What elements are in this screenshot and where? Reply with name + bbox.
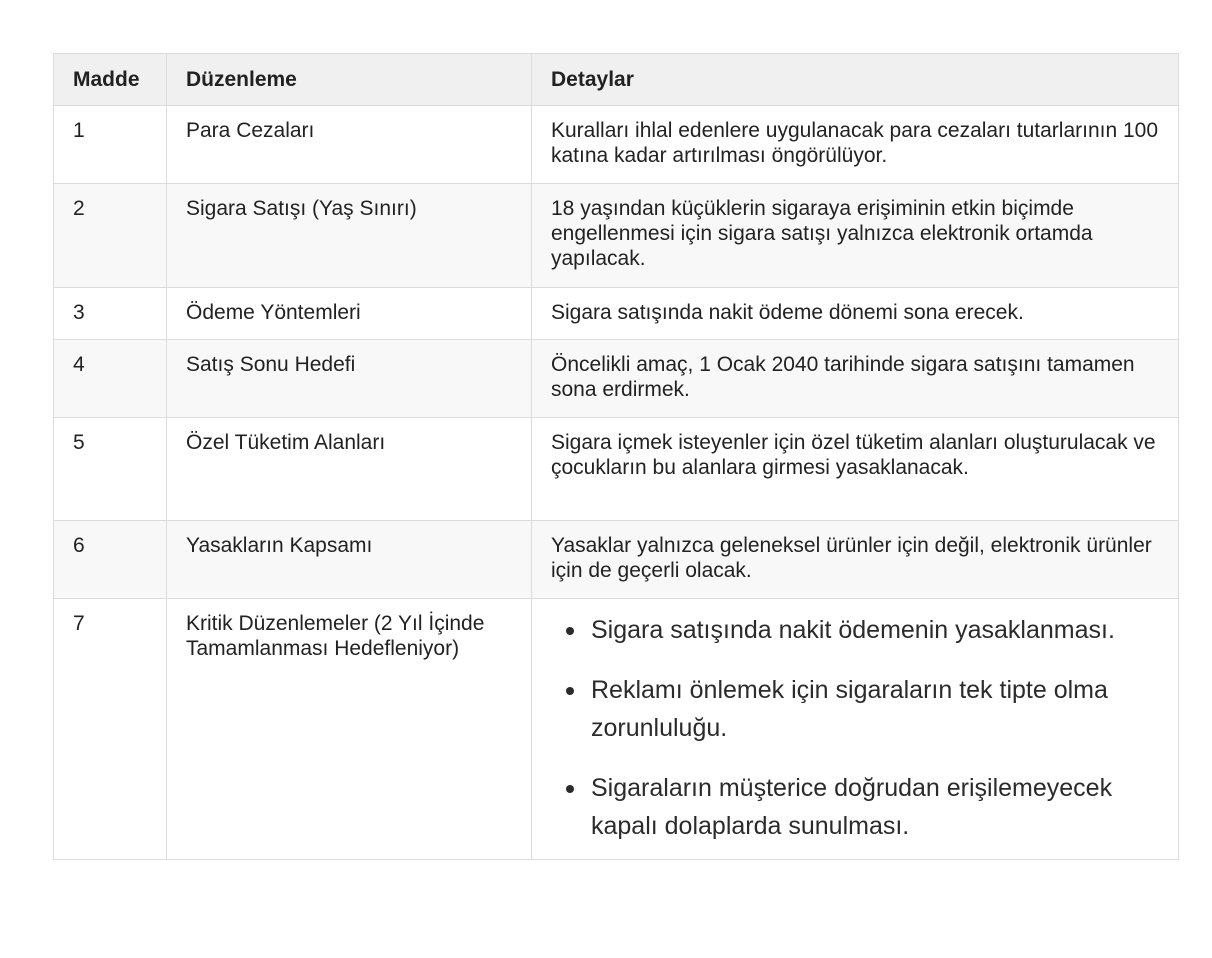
row-number: 2 <box>54 184 167 288</box>
row-detail-list <box>532 599 1179 860</box>
row-number: 1 <box>54 106 167 184</box>
bullet-list <box>551 611 1159 845</box>
table-row <box>54 599 1179 860</box>
row-number: 3 <box>54 288 167 340</box>
regulations-table-container <box>53 53 1178 860</box>
bullet-item <box>591 671 1159 747</box>
bullet-text: Sigaraların müşterice doğrudan erişilemeyecek kapalı dolaplarda sunulması. <box>591 774 1113 840</box>
row-number: 5 <box>54 418 167 521</box>
bullet-item <box>591 769 1159 845</box>
header-duzenleme: Düzenleme <box>167 54 532 106</box>
bullet-text: Reklamı önlemek için sigaraların tek tipte olma zorunluluğu. <box>591 676 1108 742</box>
header-row <box>54 54 1179 106</box>
row-number: 7 <box>54 599 167 860</box>
table-row <box>54 340 1179 418</box>
regulations-table <box>53 53 1179 860</box>
bullet-item <box>591 611 1159 649</box>
row-number: 6 <box>54 521 167 599</box>
row-title: Yasakların Kapsamı <box>167 521 532 599</box>
row-number: 4 <box>54 340 167 418</box>
table-body <box>54 106 1179 860</box>
bullet-text: Sigara satışında nakit ödemenin yasaklanması. <box>591 616 1115 644</box>
row-title: Satış Sonu Hedefi <box>167 340 532 418</box>
table-header <box>54 54 1179 106</box>
row-title: Ödeme Yöntemleri <box>167 288 532 340</box>
table-row <box>54 521 1179 599</box>
row-title: Özel Tüketim Alanları <box>167 418 532 521</box>
row-title: Sigara Satışı (Yaş Sınırı) <box>167 184 532 288</box>
row-detail: Sigara içmek isteyenler için özel tüketim alanları oluşturulacak ve çocukların bu alanlara girmesi yasaklanacak. <box>532 418 1179 521</box>
row-title: Para Cezaları <box>167 106 532 184</box>
table-row <box>54 288 1179 340</box>
table-row <box>54 106 1179 184</box>
row-detail: 18 yaşından küçüklerin sigaraya erişiminin etkin biçimde engellenmesi için sigara satışı yalnızca elektronik ortamda yapılacak. <box>532 184 1179 288</box>
bullet-dot-icon <box>566 785 574 793</box>
bullet-dot-icon <box>566 627 574 635</box>
row-title: Kritik Düzenlemeler (2 Yıl İçinde Tamamlanması Hedefleniyor) <box>167 599 532 860</box>
table-row <box>54 418 1179 521</box>
bullet-dot-icon <box>566 687 574 695</box>
row-detail: Sigara satışında nakit ödeme dönemi sona erecek. <box>532 288 1179 340</box>
row-detail: Kuralları ihlal edenlere uygulanacak para cezaları tutarlarının 100 katına kadar artırılması öngörülüyor. <box>532 106 1179 184</box>
header-madde: Madde <box>54 54 167 106</box>
header-detaylar: Detaylar <box>532 54 1179 106</box>
row-detail: Yasaklar yalnızca geleneksel ürünler için değil, elektronik ürünler için de geçerli olacak. <box>532 521 1179 599</box>
table-row <box>54 184 1179 288</box>
row-detail: Öncelikli amaç, 1 Ocak 2040 tarihinde sigara satışını tamamen sona erdirmek. <box>532 340 1179 418</box>
